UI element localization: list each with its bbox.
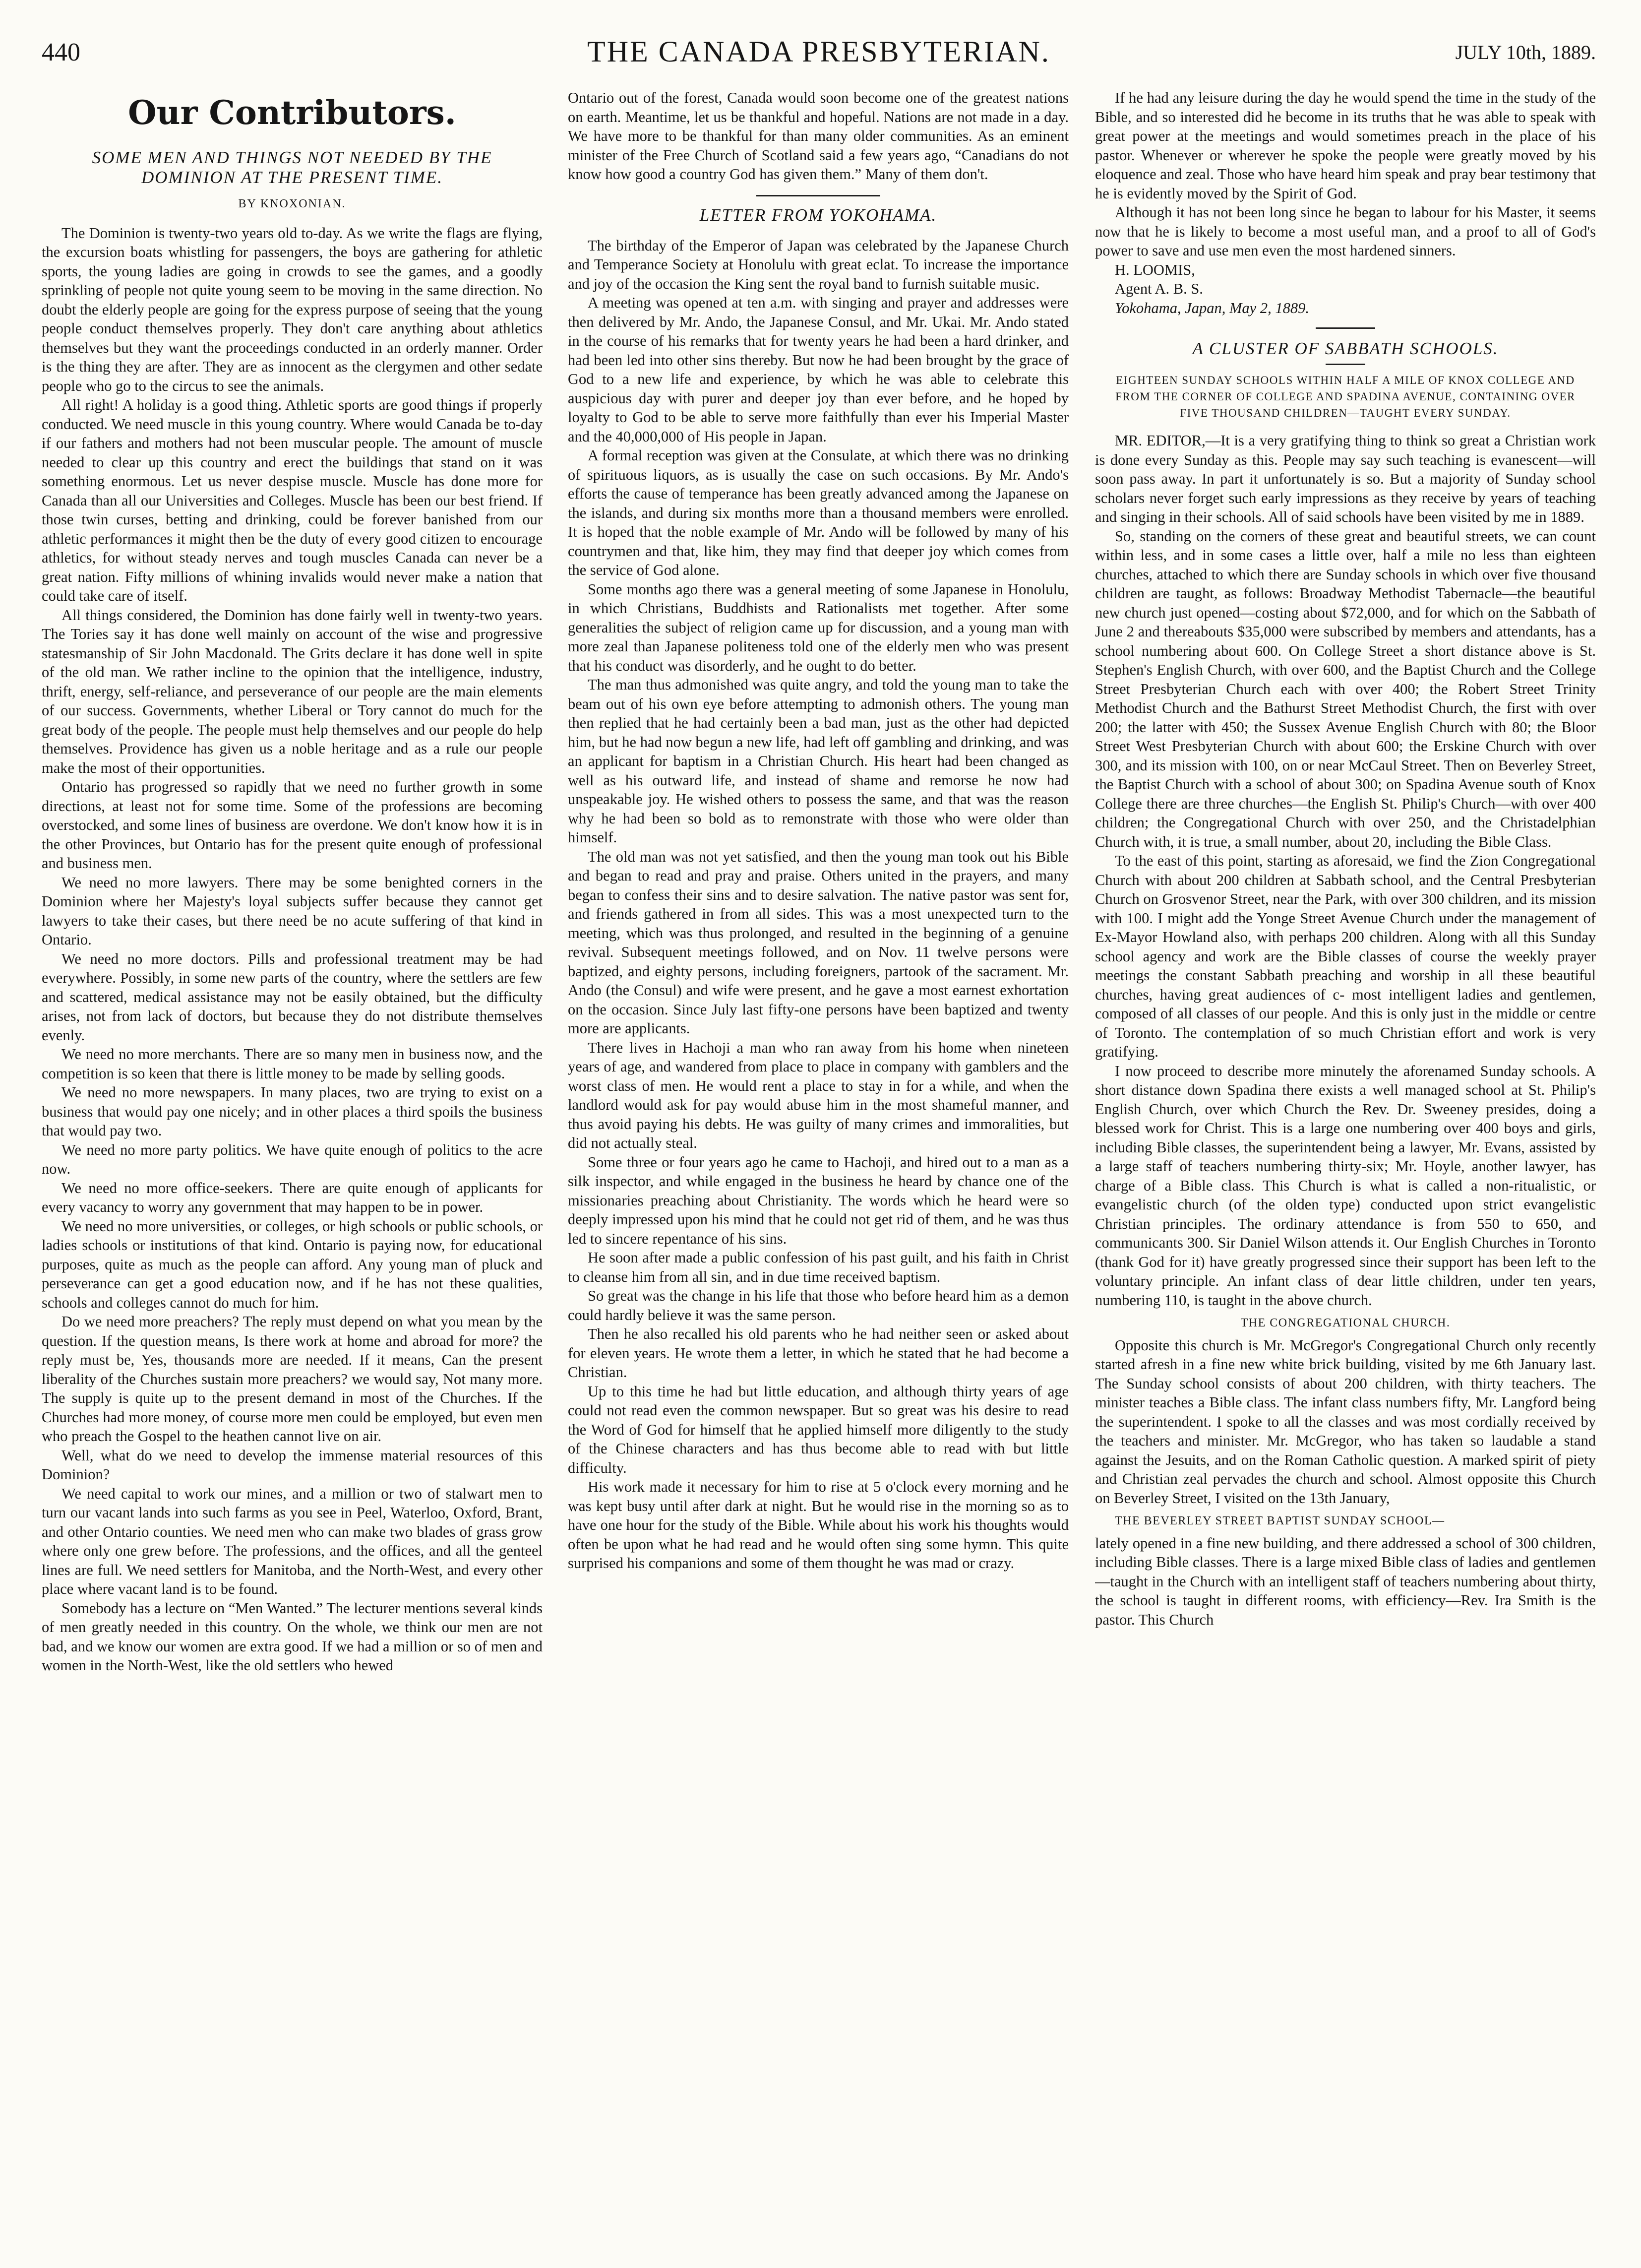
paragraph: Then he also recalled his old parents who he had neither seen or asked about for eleven years. He wrote them a letter, in which he stated that he had become a Christian. <box>568 1325 1069 1381</box>
column-1 <box>42 88 543 2231</box>
paragraph: To the east of this point, starting as aforesaid, we find the Zion Congregational Church with about 200 children at Sabbath school, and the Central Presbyterian Church on Grosvenor Street, near the Park, with over 300 children, and its mission with 100. I might add the Yonge Street Avenue Church under the management of Ex-Mayor Howland also, with perhaps 200 children. Along with all this Sunday school agency and work are the Bible classes of course the weekly prayer meetings the constant Sabbath preaching and worship in all these beautiful churches, having great audiences of c- most intelligent ladies and gentlemen, composed of all classes of our people. And this is only just in the middle or centre of Toronto. The contemplation of so much Christian effort and work is very gratifying. <box>1095 852 1596 1060</box>
paragraph: We need no more merchants. There are so many men in business now, and the competition is so keen that there is little money to be made by selling goods. <box>42 1046 543 1082</box>
paragraph: We need no more office-seekers. There are quite enough of applicants for every vacancy to worry any government that may happen to be in power. <box>42 1179 543 1215</box>
paragraph: If he had any leisure during the day he would spend the time in the study of the Bible, and so interested did he become in its truths that he was able to speak with great power at the meetings and would sometimes preach in the place of his pastor. Whenever or wherever he spoke the people were greatly moved by his eloquence and zeal. Those who have heard him speak and pray bear testimony that he is evidently moved by the Spirit of God. <box>1095 89 1596 202</box>
article-1-title: SOME MEN AND THINGS NOT NEEDED BY THE DOMINION AT THE PRESENT TIME. <box>92 148 492 187</box>
article-1-continuation: Ontario out of the forest, Canada would soon become one of the greatest nations on earth. Meantime, let us be thankful and hopeful. Nations are not made in a day. We have more to be thankful for than many older communities. As an eminent minister of the Free Church of Scotland said a few years ago, “Canadians do not know how good a country God has given them.” Many of them don't. <box>568 89 1069 183</box>
paragraph: So, standing on the corners of these great and beautiful streets, we can count within less, and in some cases a little over, half a mile no less than eighteen churches, attached to which there are Sunday schools in which over five thousand children are taught, as follows: Broadway Methodist Tabernacle—the beautiful new church just opened—costing about $72,000, and for which on the Sabbath of June 2 and thereabouts $35,000 were subscribed by members and attendants, has a school numbering about 600. On College Street a short distance above is St. Stephen's English Church, with over 600, and the Baptist Church and the College Street Presbyterian Church each with over 400; the Robert Street Trinity Methodist Church and the Bathurst Street Methodist Church, the first with over 200; the latter with 450; the Sussex Avenue English Church with 80; the Bloor Street West Presbyterian Church with about 600; the Erskine Church with over 300, and its mission with 100, on or near McCaul Street. Then on Beverley Street, the Baptist Church with a school of about 300; on Spadina Avenue south of Knox College there are three churches—the English St. Philip's Church—with over 400 children; the Congregational Church with over 250, and the Christadelphian Church with, it is true, a small number, about 20, including the Bible Class. <box>1095 527 1596 850</box>
paragraph: All right! A holiday is a good thing. Athletic sports are good things if properly conducted. We need muscle in this young country. Where would Canada be to-day if our fathers and mothers had not been muscular people. The amount of muscle needed to clear up this country and erect the buildings that stand on it was something enormous. Let us never despise muscle. Muscle has done more for Canada than all our Universities and Colleges. Muscle has been our best friend. If those twin curses, betting and drinking, could be forever banished from our athletic performances it might then be the duty of every good citizen to encourage athletics, for without steady nerves and tough muscles Canada can never be a great nation. Fifty millions of whining invalids would never make a nation that could take care of itself. <box>42 396 543 604</box>
paragraph: We need capital to work our mines, and a million or two of stalwart men to turn our vacant lands into such farms as you see in Peel, Waterloo, Oxford, Brant, and other Ontario counties. We need men who can make two blades of grass grow where only one grew before. The professions, and the offices, and all the genteel lines are full. We need settlers for Manitoba, and the North-West, and every other place where vacant land is to be found. <box>42 1485 543 1597</box>
paragraph: We need no more newspapers. In many places, two are trying to exist on a business that would pay one nicely; and in other places a third spoils the business that would pay two. <box>42 1084 543 1139</box>
article-3-body-2 <box>1095 1336 1596 1508</box>
paragraph: We need no more universities, or colleges, or high schools or public schools, or ladies schools or institutions of that kind. Ontario is paying now, for educational purposes, quite as much as the people can afford. Any young man of pluck and perseverance can get a good education now, and if he has not these qualities, schools and colleges cannot do much for him. <box>42 1217 543 1311</box>
article-2-continuation <box>1095 88 1596 260</box>
paragraph: He soon after made a public confession of his past guilt, and his faith in Christ to cleanse him from all sin, and in due time received baptism. <box>568 1249 1069 1285</box>
article-3-title: A CLUSTER OF SABBATH SCHOOLS. <box>1192 339 1499 358</box>
paragraph: I now proceed to describe more minutely the aforenamed Sunday schools. A short distance down Spadina there exists a well managed school at St. Philip's English Church, over which Church the Rev. Dr. Sweeney presides, doing a blessed work for Christ. This is a large one numbering over 400 boys and girls, including Bible classes, the superintendent being a lawyer, Mr. Evans, assisted by a large staff of teachers numbering thirty-six; Mr. Hoyle, another lawyer, has charge of a Bible class. This Church is what is called a non-ritualistic, or evangelistic church (of the olden type) conducted upon strict evangelistic Christian principles. The ordinary attendance is from 550 to 650, and communicants 300. Sir Daniel Wilson attends it. Our English Churches in Toronto (thank God for it) have greatly progressed since their support has been left to the voluntary principle. An infant class of dear little children, under ten years, numbering 110, is taught in the above church. <box>1095 1062 1596 1309</box>
paragraph: Somebody has a lecture on “Men Wanted.” The lecturer mentions several kinds of men greatly needed in this country. On the whole, we think our men are not bad, and we know our women are extra good. If we had a million or so of men and women in the North-West, like the old settlers who hewed <box>42 1599 543 1674</box>
paragraph: The birthday of the Emperor of Japan was celebrated by the Japanese Church and Temperance Society at Honolulu with great eclat. To increase the importance and joy of the occasion the King sent the royal band to furnish suitable music. <box>568 237 1069 292</box>
column-2 <box>568 88 1069 2231</box>
paragraph: Opposite this church is Mr. McGregor's Congregational Church only recently started afresh in a fine new white brick building, visited by me 6th January last. The Sunday school consists of about 200 children, with thirty teachers. The minister teaches a Bible class. The infant class numbers fifty, Mr. Langford being the superintendent. I spoke to all the classes and was most cordially received by the teachers and minister. Mr. McGregor, who has taken so laudable a stand against the Jesuits, and on the Roman Catholic question. A marked spirit of piety and Christian zeal pervades the church and school. Almost opposite this Church on Beverley Street, I visited on the 13th January, <box>1095 1336 1596 1507</box>
paragraph: Although it has not been long since he began to labour for his Master, it seems now that he is likely to become a most useful man, and a proof to all of God's power to save and use men even the most hardened sinners. <box>1095 204 1596 259</box>
article-2-title: LETTER FROM YOKOHAMA. <box>699 205 937 225</box>
paragraph: Up to this time he had but little education, and although thirty years of age could not read even the common newspaper. But so great was his desire to read the Word of God for himself that he applied himself more diligently to the study of the Chinese characters and has thus become able to read with but little difficulty. <box>568 1383 1069 1476</box>
divider-rule <box>1316 327 1375 329</box>
page-header <box>42 35 1596 74</box>
paragraph: All things considered, the Dominion has done fairly well in twenty-two years. The Tories say it has done well mainly on account of the wise and progressive statesmanship of Sir John Macdonald. The Grits declare it has done well in spite of the old man. We rather incline to the opinion that the intelligence, industry, thrift, energy, self-reliance, and perseverance of our people are the main elements of our success. Governments, whether Liberal or Tory cannot do much for the great body of the people. The people must help themselves and our people do help themselves. Providence has given us a noble heritage and as a rule our people make the most of their opportunities. <box>42 606 543 776</box>
paragraph: The Dominion is twenty-two years old to-day. As we write the flags are flying, the excursion boats whistling for passengers, the boys are gathering for athletic sports, the young ladies are going in crowds to see the games, and a goodly sprinkling of people not quite young seem to be moving in the same direction. No doubt the elderly people are going for the express purpose of seeing that the young people conduct themselves properly. They don't care anything about athletics themselves but they want the proceedings conducted in an orderly manner. Order is the thing they are after. They are as innocent as the clergymen and other sedate people who go to the circus to see the animals. <box>42 224 543 394</box>
article-1-body <box>42 224 543 1675</box>
paragraph: His work made it necessary for him to rise at 5 o'clock every morning and he was kept busy until after dark at night. But he would rise in the morning so as to have one hour for the study of the Bible. While about his work his thoughts would often be upon what he had read and he would often sing some hymn. This quite surprised his companions and some of them thought he was mad or crazy. <box>568 1478 1069 1572</box>
subheading-beverley: THE BEVERLEY STREET BAPTIST SUNDAY SCHOOL— <box>1115 1514 1445 1527</box>
section-title: Our Contributors. <box>128 93 456 132</box>
paragraph: A meeting was opened at ten a.m. with singing and prayer and addresses were then delivered by Mr. Ando, the Japanese Consul, and Mr. Ukai. Mr. Ando stated in the course of his remarks that for twenty years he had been a hard drinker, and had been led into other sins thereby. But now he had been brought by the grace of God to a new life and experience, by which he was able to celebrate this auspicious day with purer and deeper joy than ever before, and he hoped by loyalty to God to be able to serve more faithfully than ever his Imperial Master and the 40,000,000 of His people in Japan. <box>568 294 1069 445</box>
page-number: 440 <box>42 38 80 66</box>
paragraph: The man thus admonished was quite angry, and told the young man to take the beam out of his own eye before attempting to admonish others. The young man then replied that he had certainly been a bad man, just as the other had depicted him, but he had now begun a new life, had left off gambling and drinking, and was an applicant for baptism in a Christian Church. His heart had been changed as well as his outward life, and instead of shame and remorse he now had unspeakable joy. He wished others to possess the same, and that was the reason why he had been so bold as to remonstrate with those who were older than himself. <box>568 676 1069 846</box>
paragraph: The old man was not yet satisfied, and then the young man took out his Bible and began to read and pray and praise. Others united in the prayers, and many began to confess their sins and to desire salvation. The native pastor was sent for, and friends gathered in from all sides. This was a most unexpected turn to the meeting, which was thus prolonged, and resulted in the beginning of a genuine revival. Subsequent meetings followed, and on Nov. 11 twelve persons were baptized, and eighty persons, including foreigners, partook of the sacrament. Mr. Ando (the Consul) and wife were present, and he gave a most earnest exhortation on the occasion. Since July last fifty-one persons have been baptized and twenty more are applicants. <box>568 848 1069 1037</box>
article-3-body <box>1095 431 1596 1310</box>
paragraph: We need no more doctors. Pills and professional treatment may be had everywhere. Possibly, in some new parts of the country, where the settlers are few and scattered, medical assistance may not be easily obtained, but the difficulty arises, not from lack of doctors, but because they do not distribute themselves evenly. <box>42 950 543 1044</box>
signature-title: Agent A. B. S. <box>1115 280 1203 297</box>
paragraph: We need no more lawyers. There may be some benighted corners in the Dominion where her Majesty's loyal subjects suffer because they cannot get lawyers to take their cases, but there need be no acute suffering of that kind in Ontario. <box>42 874 543 948</box>
divider-rule <box>756 195 880 196</box>
paragraph: There lives in Hachoji a man who ran away from his home when nineteen years of age, and wandered from place to place in company with gamblers and the worst class of men. He would rent a place to stay in for a while, and when the landlord would ask for pay would abuse him in the most shameful manner, and thus avoid paying his debts. He was guilty of many crimes and immoralities, but did not actually steal. <box>568 1039 1069 1151</box>
paragraph: Well, what do we need to develop the immense material resources of this Dominion? <box>42 1447 543 1483</box>
paragraph: So great was the change in his life that those who before heard him as a demon could hardly believe it was the same person. <box>568 1287 1069 1323</box>
signature-name: H. LOOMIS, <box>1115 261 1195 278</box>
article-3-subtitle: EIGHTEEN SUNDAY SCHOOLS WITHIN HALF A MILE OF KNOX COLLEGE AND FROM THE CORNER OF COLLEGE AND SPADINA AVENUE, CONTAINING OVER FIVE THOUSAND CHILDREN—TAUGHT EVERY SUNDAY. <box>1115 374 1576 419</box>
article-3-body-3 <box>1095 1534 1596 1630</box>
paragraph: MR. EDITOR,—It is a very gratifying thing to think so great a Christian work is done every Sunday as this. People may say such teaching is evanescent—will soon pass away. In part it unfortunately is so. But a majority of Sunday school scholars never forget such early impressions as they receive by years of teaching and singing in their schools. All of said schools have been visited by me in 1889. <box>1095 432 1596 525</box>
paragraph: Ontario has progressed so rapidly that we need no further growth in some directions, at least not for some time. Some of the professions are becoming overstocked, and some lines of business are overdone. We don't know how it is in the other Provinces, but Ontario has for the present quite enough of professional and business men. <box>42 778 543 872</box>
issue-date: JULY 10th, 1889. <box>1455 41 1596 63</box>
paragraph: Do we need more preachers? The reply must depend on what you mean by the question. If the question means, Is there work at home and abroad for more? the reply must be, Yes, thousands more are needed. If it means, Can the present liberality of the Churches sustain more preachers? we would say, Not many more. The supply is quite up to the present demand in most of the Churches. If the Churches had more money, of course more men could be employed, but even men who preach the Gospel to the heathen cannot live on air. <box>42 1313 543 1445</box>
article-1-byline: BY KNOXONIAN. <box>238 197 346 210</box>
paragraph: We need no more party politics. We have quite enough of politics to the acre now. <box>42 1141 543 1177</box>
subheading-congregational: THE CONGREGATIONAL CHURCH. <box>1240 1317 1451 1329</box>
masthead-title: THE CANADA PRESBYTERIAN. <box>587 35 1050 68</box>
paragraph: Some months ago there was a general meeting of some Japanese in Honolulu, in which Christians, Buddhists and Rationalists met together. After some generalities the subject of religion came up for discussion, and a young man with more zeal than Japanese politeness told one of the elderly men who was present that his conduct was disorderly, and he ought to do better. <box>568 580 1069 674</box>
divider-rule <box>1326 364 1365 365</box>
article-2-body <box>568 236 1069 1573</box>
column-3 <box>1095 88 1596 2231</box>
dateline: Yokohama, Japan, May 2, 1889. <box>1115 299 1309 316</box>
paragraph: A formal reception was given at the Consulate, at which there was no drinking of spirituous liquors, as is usually the case on such occasions. By Mr. Ando's efforts the cause of temperance has been greatly advanced among the Japanese on the islands, and during six months more than a thousand members were enrolled. It is hoped that the noble example of Mr. Ando will be followed by many of his countrymen and that, like him, they may find that deeper joy which comes from the service of God alone. <box>568 447 1069 578</box>
paragraph: Some three or four years ago he came to Hachoji, and hired out to a man as a silk inspector, and while engaged in the business he heard by chance one of the missionaries preaching about Christianity. The words which he heard were so deeply impressed upon his mind that he could not get rid of them, and he was thus led to sincere repentance of his sins. <box>568 1153 1069 1247</box>
paragraph: lately opened in a fine new building, and there addressed a school of 300 children, including Bible classes. There is a large mixed Bible class of ladies and gentlemen—taught in the Church with an intelligent staff of teachers numbering about thirty, the school is taught in different rooms, with efficiency—Rev. Ira Smith is the pastor. This Church <box>1095 1534 1596 1628</box>
